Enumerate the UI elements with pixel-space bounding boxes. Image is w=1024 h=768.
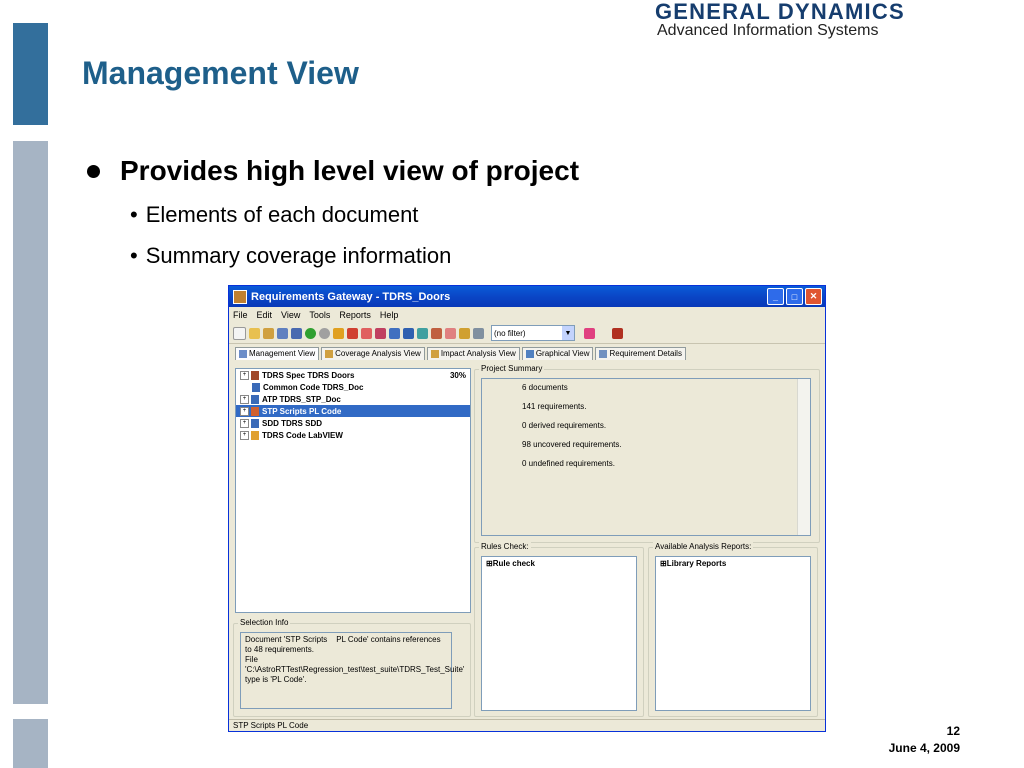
tree-item-label: Common Code TDRS_Doc [263, 382, 364, 392]
rules-check-label: Rules Check: [481, 542, 529, 551]
maximize-button[interactable]: □ [786, 288, 803, 305]
menu-view[interactable]: View [281, 310, 301, 320]
tree-item[interactable] [236, 393, 470, 405]
tab-management-view[interactable] [235, 347, 319, 360]
requirement-details-icon [599, 350, 607, 358]
tree-item-label: SDD TDRS SDD [262, 418, 323, 428]
window-titlebar[interactable] [229, 286, 825, 307]
selection-info-group [233, 618, 471, 717]
main-bullet [85, 155, 579, 187]
impact-view-icon [431, 350, 439, 358]
menu-help[interactable]: Help [379, 310, 399, 320]
menu-file[interactable]: File [233, 310, 248, 320]
tree-item-label: ATP TDRS_STP_Doc [262, 394, 341, 404]
rules-check-list [481, 556, 637, 711]
app-icon [233, 290, 247, 304]
report-icon[interactable] [445, 328, 456, 339]
doors-icon [251, 371, 259, 380]
expand-icon[interactable]: + [240, 419, 249, 428]
filter-value: (no filter) [494, 328, 526, 338]
menu-edit[interactable]: Edit [256, 310, 273, 320]
document-icon [252, 383, 260, 392]
graph-icon[interactable] [431, 328, 442, 339]
page-number: 12 [946, 724, 960, 738]
menu-bar [229, 307, 825, 323]
print-icon[interactable] [459, 328, 470, 339]
tab-label: Graphical View [535, 349, 590, 358]
project-summary-box [481, 378, 811, 536]
sub-bullet-text: Summary coverage information [145, 243, 452, 268]
main-bullet-text: Provides high level view of project [120, 155, 580, 186]
project-summary-label: Project Summary [481, 364, 543, 373]
summary-line: 0 derived requirements. [522, 421, 607, 430]
open-folder-icon[interactable] [249, 328, 260, 339]
link-icon[interactable] [333, 328, 344, 339]
document-tree [235, 368, 471, 613]
slide-date: June 4, 2009 [888, 741, 960, 755]
expand-icon[interactable]: ⊞ [486, 559, 493, 568]
labview-icon [251, 431, 259, 440]
settings-icon[interactable] [473, 328, 484, 339]
sub-bullet [130, 243, 451, 269]
rule-check-label: Rule check [492, 559, 535, 568]
new-icon[interactable] [233, 327, 246, 340]
tab-requirement-details[interactable] [595, 347, 685, 360]
management-view-icon [239, 350, 247, 358]
coverage-icon[interactable] [375, 328, 386, 339]
analysis-reports-list [655, 556, 811, 711]
tab-label: Management View [249, 349, 316, 358]
tree-item[interactable] [236, 429, 470, 441]
rules-check-group [474, 542, 644, 717]
analysis-reports-label: Available Analysis Reports: [655, 542, 752, 551]
tab-coverage-analysis-view[interactable] [321, 347, 425, 360]
analysis-reports-group [648, 542, 818, 717]
tab-graphical-view[interactable] [522, 347, 594, 360]
status-bar [229, 719, 825, 731]
coverage-view-icon [325, 350, 333, 358]
close-button[interactable]: ✕ [805, 288, 822, 305]
bullet-dot-icon: • [130, 202, 138, 227]
slide-title: Management View [82, 55, 359, 91]
sync-icon[interactable] [389, 328, 400, 339]
filter-select[interactable] [491, 325, 575, 341]
coverage-percent: 30% [449, 370, 466, 380]
toolbar [229, 323, 825, 344]
decorative-bar-middle [13, 141, 48, 704]
project-summary-group [474, 364, 820, 543]
expand-icon[interactable]: + [240, 407, 249, 416]
bullet-dot-icon [87, 165, 100, 178]
app-window [228, 285, 826, 732]
refresh-icon[interactable] [291, 328, 302, 339]
import-icon[interactable] [263, 328, 274, 339]
document-icon [251, 419, 259, 428]
tree-item-label: TDRS Code LabVIEW [262, 430, 343, 440]
tab-label: Impact Analysis View [440, 349, 516, 358]
tree-item-label: TDRS Spec TDRS Doors [262, 370, 355, 380]
status-text: STP Scripts PL Code [233, 721, 309, 730]
unlink-icon[interactable] [347, 328, 358, 339]
menu-tools[interactable]: Tools [309, 310, 331, 320]
expand-icon[interactable]: + [240, 431, 249, 440]
view-tabs [229, 344, 825, 360]
scrollbar[interactable] [797, 379, 810, 535]
compare-icon[interactable] [403, 328, 414, 339]
export-icon[interactable] [277, 328, 288, 339]
decorative-bar-bottom [13, 719, 48, 768]
decorative-bar-top [13, 23, 48, 125]
script-icon [251, 407, 259, 416]
bullet-dot-icon: • [130, 243, 138, 268]
rule-check-item[interactable] [482, 557, 636, 570]
menu-reports[interactable]: Reports [339, 310, 371, 320]
company-logo: GENERAL DYNAMICS [655, 0, 905, 24]
window-title: Requirements Gateway - TDRS_Doors [251, 290, 451, 303]
summary-line: 0 undefined requirements. [522, 459, 615, 468]
summary-line: 141 requirements. [522, 402, 587, 411]
back-icon[interactable] [305, 328, 316, 339]
tree-item-selected[interactable] [236, 405, 470, 417]
minimize-button[interactable]: _ [767, 288, 784, 305]
sub-bullet [130, 202, 418, 228]
expand-icon[interactable]: + [240, 395, 249, 404]
requirement-icon[interactable] [361, 328, 372, 339]
tree-item-label: STP Scripts PL Code [262, 406, 342, 416]
tab-impact-analysis-view[interactable] [427, 347, 520, 360]
filter-edit-icon[interactable] [584, 328, 595, 339]
tree-item[interactable] [236, 369, 470, 381]
selection-info-text: Document 'STP Scripts PL Code' contains references to 48 requirements. File 'C:\AstroRTTest\Regression_test\test_suite\TDRS_Test_Suite' type is 'PL Code'. [240, 632, 452, 709]
expand-icon[interactable]: + [240, 371, 249, 380]
graphical-view-icon [526, 350, 534, 358]
sub-bullet-text: Elements of each document [145, 202, 419, 227]
summary-line: 6 documents [522, 383, 568, 392]
tree-item[interactable] [236, 417, 470, 429]
company-division: Advanced Information Systems [657, 22, 879, 39]
summary-line: 98 uncovered requirements. [522, 440, 622, 449]
tab-label: Requirement Details [609, 349, 682, 358]
dropdown-arrow-icon[interactable]: ▼ [562, 326, 574, 340]
tree-item[interactable] [236, 381, 470, 393]
forward-icon[interactable] [319, 328, 330, 339]
selection-info-label: Selection Info [240, 618, 289, 627]
tab-label: Coverage Analysis View [335, 349, 421, 358]
document-icon [251, 395, 259, 404]
exit-icon[interactable] [612, 328, 623, 339]
analyze-icon[interactable] [417, 328, 428, 339]
library-reports-label: Library Reports [666, 559, 727, 568]
library-reports-item[interactable] [656, 557, 810, 570]
expand-icon[interactable]: ⊞ [660, 559, 667, 568]
